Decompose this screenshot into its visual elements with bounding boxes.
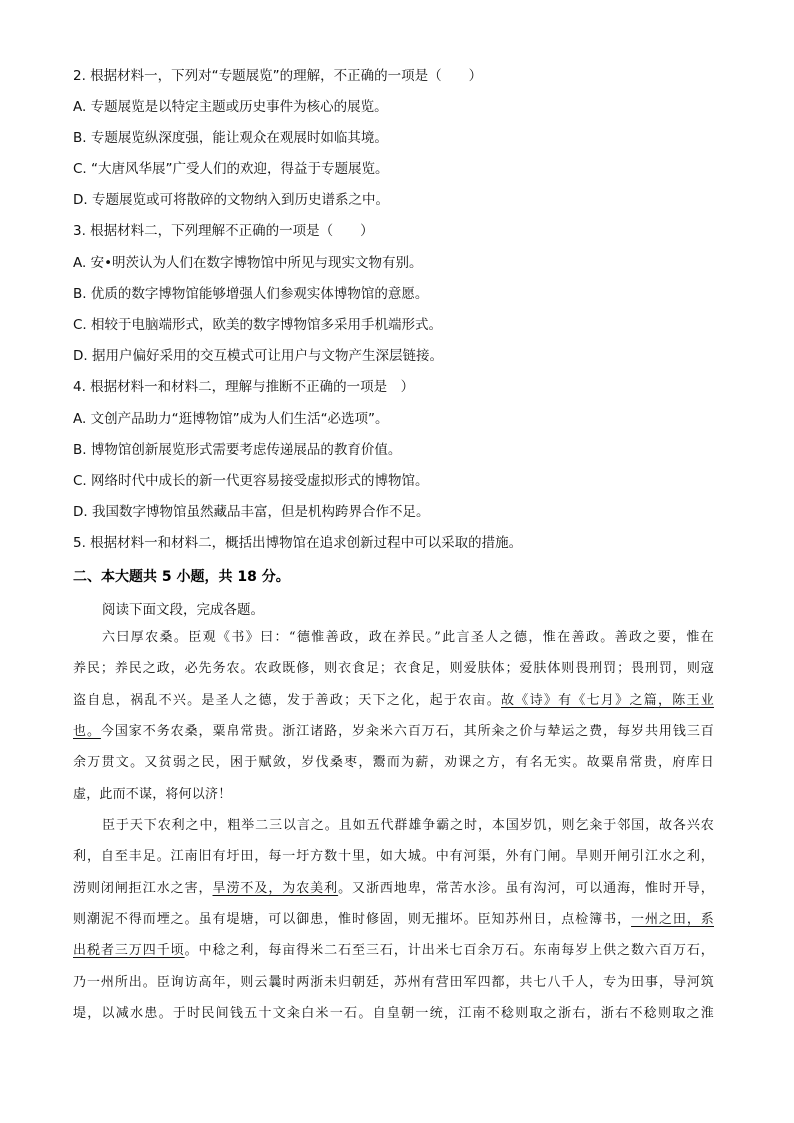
passage-line: 利，自至丰足。江南旧有圩田，每一圩方数十里，如大城。中有河渠，外有门闸。旱则开闸引江水之利，: [73, 849, 714, 864]
passage-line: [73, 880, 714, 898]
question-4-option-b: B. 博物馆创新展览形式需要考虑传递展品的教育价值。: [73, 442, 402, 458]
passage-line: [73, 942, 714, 960]
underlined-sentence: 旱涝不及，为农美利: [212, 881, 339, 896]
question-4-option-d: D. 我国数字博物馆虽然藏品丰富，但是机构跨界合作不足。: [73, 504, 430, 520]
question-5-stem: 5. 根据材料一和材料二，概括出博物馆在追求创新过程中可以采取的措施。: [73, 535, 523, 551]
question-2-option-a: A. 专题展览是以特定主题或历史事件为核心的展览。: [73, 99, 388, 115]
question-3-option-b: B. 优质的数字博物馆能够增强人们参观实体博物馆的意愿。: [73, 286, 429, 302]
reading-instruction: 阅读下面文段，完成各题。: [102, 602, 264, 618]
passage-line: [73, 723, 714, 741]
question-4-stem: 4. 根据材料一和材料二，理解与推断不正确的一项是 ）: [73, 379, 415, 395]
passage-text: 。中稔之利，每亩得米二石至三石，计出米七百余万石。东南每岁上供之数六百万石，: [184, 943, 714, 958]
question-2-stem: 2. 根据材料一，下列对“专题展览”的理解，不正确的一项是（ ）: [73, 68, 483, 84]
passage-text: 。又浙西地卑，常苦水沴。虽有沟河，可以通海，惟时开导，: [338, 881, 714, 896]
passage-line: 养民；养民之政，必先务农。农政既修，则衣食足；衣食足，则爱肤体；爱肤体则畏刑罚；畏刑罚，则寇: [73, 661, 714, 676]
question-4-option-c: C. 网络时代中成长的新一代更容易接受虚拟形式的博物馆。: [73, 473, 429, 489]
question-2-option-d: D. 专题展览或可将散碎的文物纳入到历史谱系之中。: [73, 192, 389, 208]
passage-line: 虚，此而不谋，将何以济！: [73, 787, 232, 802]
passage-line: 余万贯文。又贫弱之民，困于赋敛，岁伐桑枣，鬻而为薪，劝课之方，有名无实。故粟帛常贵，府库日: [73, 755, 714, 770]
passage-line: 臣于天下农利之中，粗举二三以言之。且如五代群雄争霸之时，本国岁饥，则乞籴于邻国，故各兴农: [102, 818, 714, 833]
underlined-sentence: 出税者三万四千顷: [73, 943, 185, 958]
passage-text: 涝则闭闸拒江水之害，: [73, 881, 213, 896]
question-3-stem: 3. 根据材料二，下列理解不正确的一项是（ ）: [73, 223, 374, 239]
underlined-sentence: 故《诗》有《七月》之篇，陈王业: [501, 693, 714, 708]
passage-text: 盗自息，祸乱不兴。是圣人之德，发于善政；天下之化，起于农亩。: [73, 693, 502, 708]
question-3-option-a: A. 安•明茨认为人们在数字博物馆中所见与现实文物有别。: [73, 255, 423, 271]
passage-text: 今国家不务农桑，粟帛常贵。浙江诸路，岁籴米六百万石，其所籴之价与辇运之费，每岁共用钱三百: [100, 724, 714, 739]
passage-text: 则潮泥不得而堙之。虽有堤塘，可以御患，惟时修固，则无摧坏。臣知苏州日，点检簿书，: [73, 912, 632, 927]
question-4-option-a: A. 文创产品助力“逛博物馆”成为人们生活“必选项”。: [73, 411, 389, 427]
section-heading: 二、本大题共 5 小题，共 18 分。: [73, 569, 290, 585]
question-3-option-d: D. 据用户偏好采用的交互模式可让用户与文物产生深层链接。: [73, 348, 443, 364]
passage-line: 六曰厚农桑。臣观《书》曰：“德惟善政，政在养民。”此言圣人之德，惟在善政。善政之要，惟在: [102, 630, 714, 645]
passage-line: [73, 692, 714, 710]
underlined-sentence: 一州之田，系: [631, 912, 714, 927]
question-3-option-c: C. 相较于电脑端形式，欧美的数字博物馆多采用手机端形式。: [73, 317, 443, 333]
passage-line: 乃一州所出。臣询访高年，则云曩时两浙未归朝廷，苏州有营田军四都，共七八千人，专为田事，导河筑: [73, 975, 714, 990]
passage-line: [73, 911, 714, 929]
passage-line: 堤，以减水患。于时民间钱五十文籴白米一石。自皇朝一统，江南不稔则取之浙右，浙右不稔则取之淮: [73, 1006, 714, 1021]
underlined-sentence: 也。: [73, 724, 101, 739]
question-2-option-c: C. “大唐风华展”广受人们的欢迎，得益于专题展览。: [73, 161, 389, 177]
question-2-option-b: B. 专题展览纵深度强，能让观众在观展时如临其境。: [73, 130, 388, 146]
